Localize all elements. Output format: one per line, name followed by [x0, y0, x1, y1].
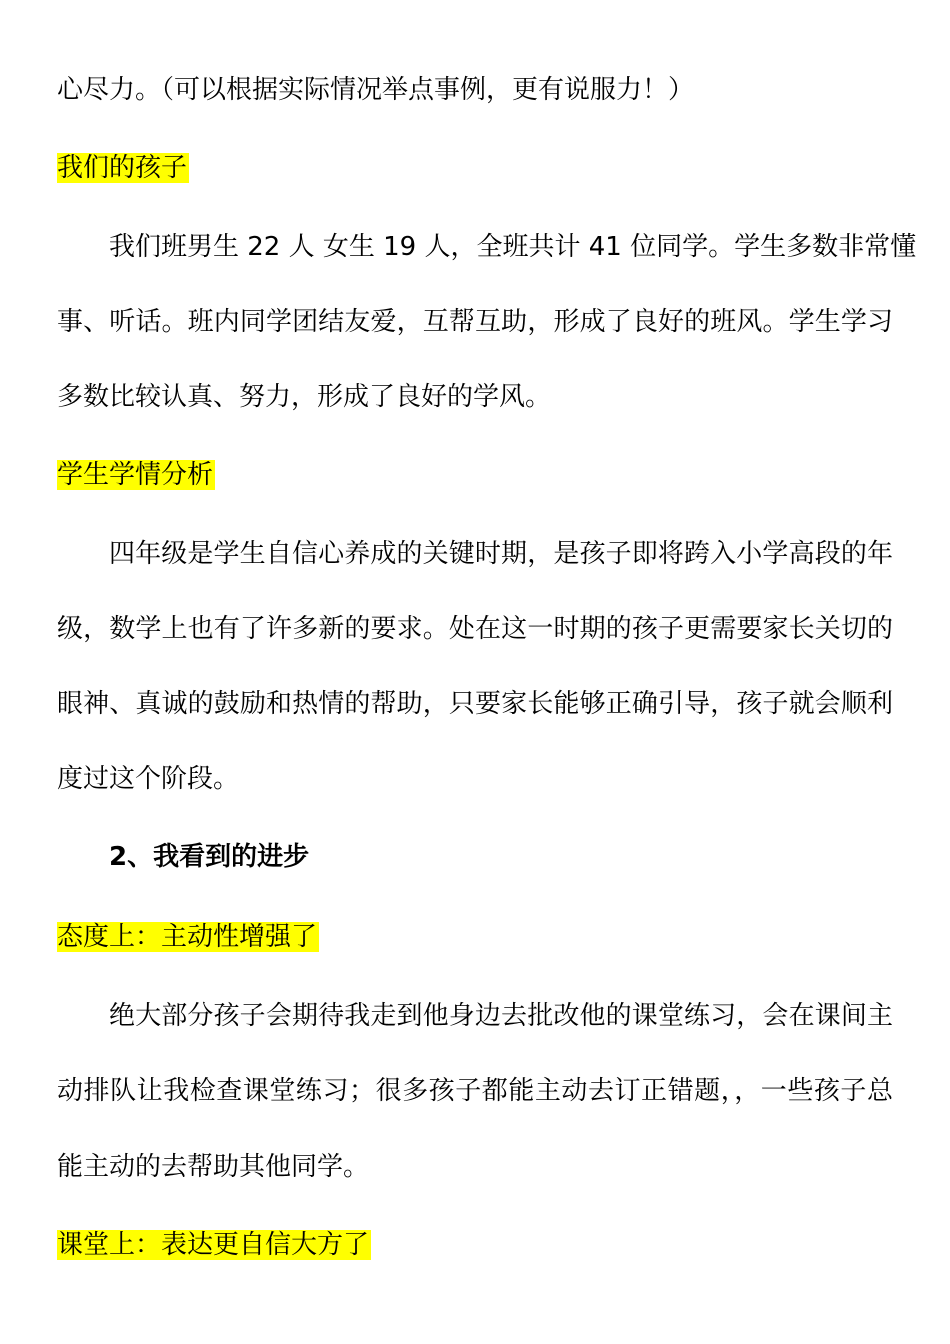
highlighted-heading: 课堂上：表达更自信大方了	[57, 1230, 370, 1260]
section-title-progress: 2、我看到的进步	[109, 842, 310, 872]
intro-line: 心尽力。（可以根据实际情况举点事例，更有说服力！）	[57, 75, 695, 105]
paragraph-line: 多数比较认真、努力，形成了良好的学风。	[57, 382, 552, 412]
paragraph-line: 我们班男生 22 人 女生 19 人，全班共计 41 位同学。学生多数非常懂	[109, 232, 917, 262]
paragraph-line: 绝大部分孩子会期待我走到他身边去批改他的课堂练习，会在课间主	[109, 1001, 893, 1031]
paragraph-line: 眼神、真诚的鼓励和热情的帮助，只要家长能够正确引导，孩子就会顺利	[57, 689, 893, 719]
paragraph-line: 能主动的去帮助其他同学。	[57, 1152, 370, 1182]
section-heading-class	[57, 1228, 371, 1262]
section-heading-attitude	[57, 920, 319, 954]
highlighted-heading: 学生学情分析	[57, 460, 214, 490]
paragraph-line: 四年级是学生自信心养成的关键时期，是孩子即将跨入小学高段的年	[109, 539, 893, 569]
section-heading-analysis	[57, 458, 215, 492]
paragraph-line: 度过这个阶段。	[57, 764, 240, 794]
paragraph-line: 动排队让我检查课堂练习；很多孩子都能主动去订正错题，，一些孩子总	[57, 1076, 893, 1106]
highlighted-heading: 我们的孩子	[57, 153, 188, 183]
paragraph-line: 事、听话。班内同学团结友爱，互帮互助，形成了良好的班风。学生学习	[57, 307, 893, 337]
highlighted-heading: 态度上：主动性增强了	[57, 922, 318, 952]
section-heading-children	[57, 151, 189, 185]
paragraph-line: 级，数学上也有了许多新的要求。处在这一时期的孩子更需要家长关切的	[57, 614, 893, 644]
